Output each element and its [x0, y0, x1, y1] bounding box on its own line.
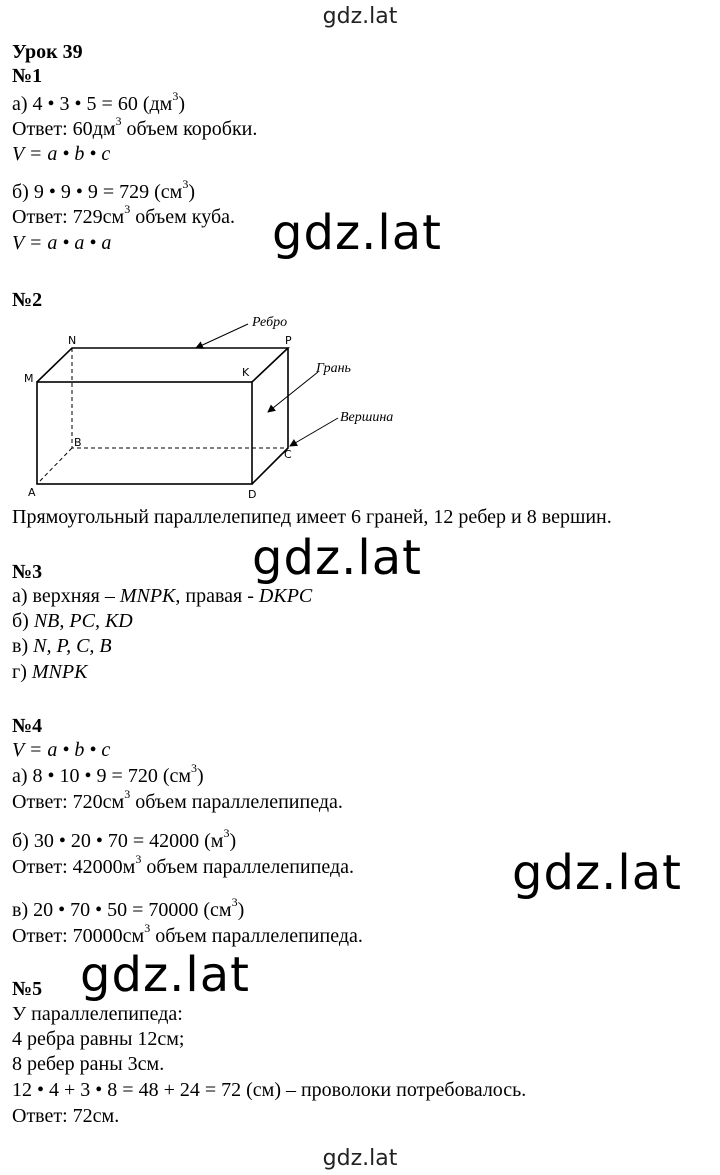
edge-arrow — [196, 324, 248, 348]
vertex-label-a: A — [28, 486, 36, 499]
watermark-top: gdz.lat — [322, 4, 398, 29]
front-face — [37, 382, 252, 484]
vertex-arrow — [290, 418, 338, 446]
watermark-bottom: gdz.lat — [322, 1146, 398, 1171]
task-4-line-a: а) 8 • 10 • 9 = 720 $(см^3)$ — [12, 761, 204, 787]
vertex-callout-label: Вершина — [340, 410, 394, 425]
edge-label: Ребро — [252, 315, 288, 330]
task-4-line-b: б) 30 • 20 • 70 = 42000 $(м^3)$ — [12, 826, 237, 852]
task-2-text: Прямоугольный параллелепипед имеет 6 граней, 12 ребер и 8 вершин. — [12, 506, 612, 528]
task-4-answer-a: Ответ: $720см^3$ объем параллелепипеда. — [12, 787, 343, 813]
task-5-line-4: 12 • 4 + 3 • 8 = 48 + 24 = 72 (см) – проволоки потребовалось. — [12, 1079, 527, 1101]
task-5-line-3: 8 ребер раны 3см. — [12, 1053, 165, 1075]
vertex-label-k: K — [242, 366, 250, 379]
task-3-line-v: в) N, P, C, B — [12, 635, 112, 657]
task-1-formula-b: V = a • a • a — [12, 232, 112, 254]
task-2-heading: №2 — [12, 289, 43, 311]
task-4-answer-v: Ответ: $70000см^3$ объем параллелепипеда. — [12, 921, 363, 947]
task-1-line-b: б) 9 • 9 • 9 = 729 $(см^3)$ — [12, 177, 195, 203]
right-face — [252, 348, 288, 484]
vertex-label-d: D — [248, 488, 257, 501]
task-4-line-v: в) 20 • 70 • 50 = 70000 $(см^3)$ — [12, 895, 245, 921]
watermark-large: gdz.lat — [252, 530, 422, 586]
task-1-heading: №1 — [12, 65, 43, 87]
lesson-title: Урок 39 — [12, 41, 83, 63]
watermark-large: gdz.lat — [512, 845, 682, 901]
vertex-label-b: B — [74, 436, 82, 449]
face-arrow — [268, 372, 318, 412]
vertex-label-c: C — [284, 448, 292, 461]
task-1-formula-a: V = a • b • c — [12, 143, 111, 165]
top-face — [37, 348, 288, 382]
watermark-large: gdz.lat — [272, 205, 442, 261]
vertex-label-n: N — [68, 334, 77, 347]
vertex-label-m: M — [24, 372, 34, 385]
task-5-line-2: 4 ребра равны 12см; — [12, 1028, 185, 1050]
task-4-formula: V = a • b • c — [12, 739, 111, 761]
task-3-line-g: г) MNPK — [12, 661, 88, 683]
task-1-answer-b: Ответ: $729см^3$ объем куба. — [12, 202, 235, 228]
task-5-answer: Ответ: 72см. — [12, 1105, 120, 1127]
task-3-line-b: б) NB, PC, KD — [12, 610, 133, 632]
task-3-line-a: а) верхняя – MNPK, правая - DKPC — [12, 585, 313, 607]
vertex-label-p: P — [285, 334, 292, 347]
face-label: Грань — [316, 361, 351, 376]
task-4-heading: №4 — [12, 715, 43, 737]
hidden-edges — [37, 348, 288, 484]
parallelepiped-figure — [20, 308, 420, 503]
task-1-answer-a: Ответ: $60дм^3$ объем коробки. — [12, 114, 258, 140]
task-3-heading: №3 — [12, 561, 43, 583]
task-4-answer-b: Ответ: $42000м^3$ объем параллелепипеда. — [12, 852, 354, 878]
task-1-line-a: а) 4 • 3 • 5 = 60 $(дм^3)$ — [12, 89, 185, 115]
task-5-line-1: У параллелепипеда: — [12, 1003, 183, 1025]
task-5-heading: №5 — [12, 978, 43, 1000]
watermark-large: gdz.lat — [80, 947, 250, 1003]
